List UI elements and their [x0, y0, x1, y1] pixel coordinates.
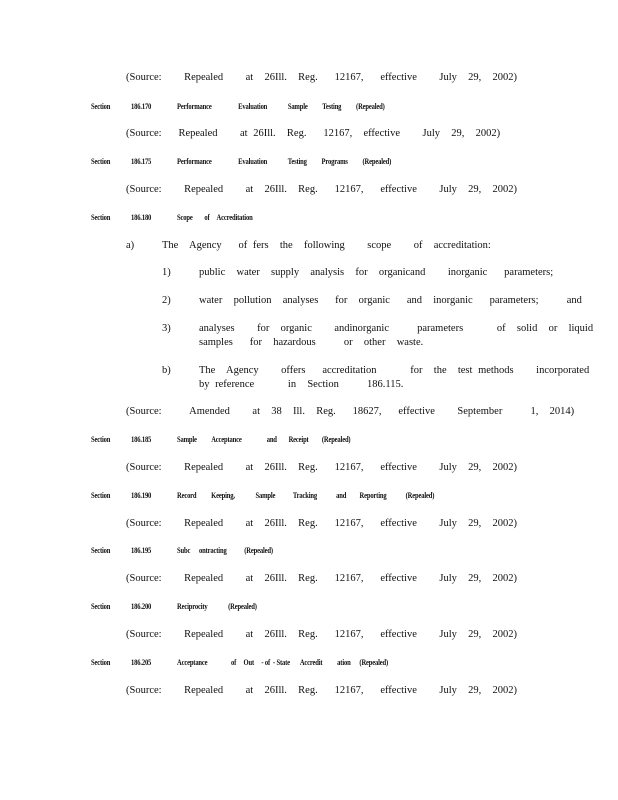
source-note: (Source: Amended at 38 Ill. Reg. 18627, effective September 1, 2014) [126, 406, 575, 417]
list-item-marker: 1) [162, 267, 171, 278]
subsection-marker: b) [162, 365, 171, 376]
list-item-text: public water supply analysis for organicand inorganic parameters; [199, 267, 554, 278]
source-note: (Source: Repealed at 26Ill. Reg. 12167, effective July 29, 2002) [126, 685, 517, 696]
source-note: (Source: Repealed at 26Ill. Reg. 12167, effective July 29, 2002) [126, 573, 517, 584]
source-note: (Source: Repealed at 26Ill. Reg. 12167, effective July 29, 2002) [126, 72, 517, 83]
subsection-marker: a) [126, 240, 135, 251]
list-item-text: water pollution analyses for organic and inorganic parameters; and [199, 295, 582, 306]
section-number: 186.205 [131, 658, 152, 667]
section-label: Section [91, 658, 111, 667]
section-label: Section [91, 213, 111, 222]
section-number: 186.200 [131, 602, 152, 611]
list-item-marker: 2) [162, 295, 171, 306]
section-label: Section [91, 491, 111, 500]
section-heading: Performance Evaluation Sample Testing (Repealed) [177, 102, 385, 111]
section-number: 186.190 [131, 491, 152, 500]
list-item-text: samples for hazardous or other waste. [199, 337, 424, 348]
section-label: Section [91, 157, 111, 166]
section-number: 186.170 [131, 102, 152, 111]
section-number: 186.195 [131, 546, 152, 555]
section-number: 186.180 [131, 213, 152, 222]
source-note: (Source: Repealed at 26Ill. Reg. 12167, effective July 29, 2002) [126, 462, 517, 473]
section-number: 186.185 [131, 435, 152, 444]
subsection-text: by reference in Section 186.115. [199, 379, 404, 390]
section-number: 186.175 [131, 157, 152, 166]
source-note: (Source: Repealed at 26Ill. Reg. 12167, effective July 29, 2002) [126, 629, 517, 640]
source-note: (Source: Repealed at 26Ill. Reg. 12167, effective July 29, 2002) [126, 184, 517, 195]
section-heading: Performance Evaluation Testing Programs (Repealed) [177, 157, 392, 166]
subsection-text: The Agency of fers the following scope of accreditation: [162, 240, 491, 251]
source-note: (Source: Repealed at 26Ill. Reg. 12167, effective July 29, 2002) [126, 128, 501, 139]
section-heading: Reciprocity (Repealed) [177, 602, 257, 611]
section-label: Section [91, 546, 111, 555]
list-item-marker: 3) [162, 323, 171, 334]
section-heading: Scope of Accreditation [177, 213, 253, 222]
subsection-text: The Agency offers accreditation for the test methods incorporated [199, 365, 590, 376]
section-label: Section [91, 602, 111, 611]
section-heading: Sample Acceptance and Receipt (Repealed) [177, 435, 351, 444]
list-item-text: analyses for organic andinorganic parameters of solid or liquid [199, 323, 594, 334]
section-heading: Acceptance of Out - of - State Accredit ation (Repealed) [177, 658, 389, 667]
section-label: Section [91, 102, 111, 111]
section-label: Section [91, 435, 111, 444]
source-note: (Source: Repealed at 26Ill. Reg. 12167, effective July 29, 2002) [126, 518, 517, 529]
section-heading: Subc ontracting (Repealed) [177, 546, 273, 555]
section-heading: Record Keeping, Sample Tracking and Reporting (Repealed) [177, 491, 435, 500]
